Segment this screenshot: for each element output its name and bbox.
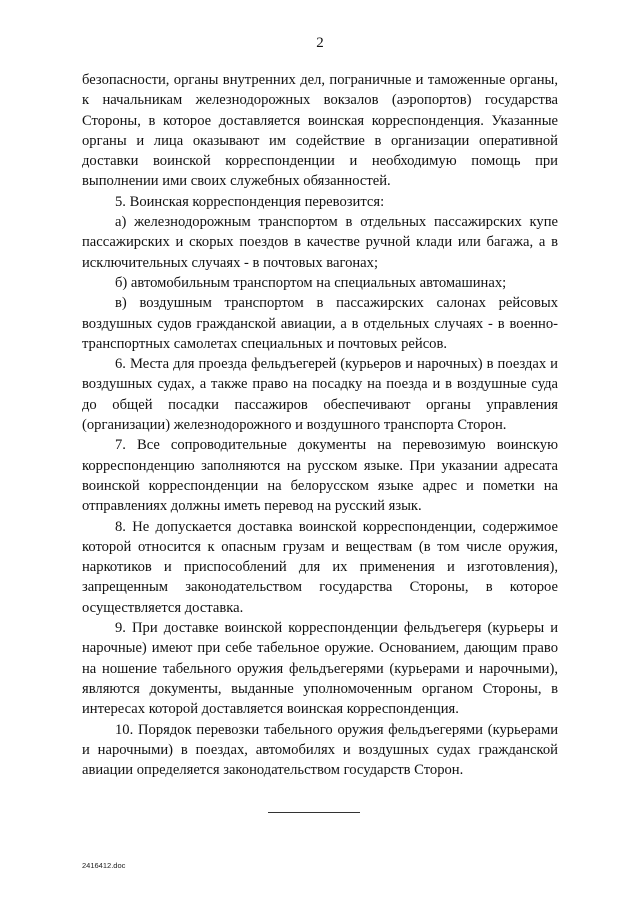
paragraph-5: 5. Воинская корреспонденция перевозится: bbox=[115, 193, 385, 210]
document-body bbox=[82, 70, 558, 780]
paragraph-5b: б) автомобильным транспортом на специальных автомашинах; bbox=[115, 274, 507, 291]
paragraph-9: 9. При доставке воинской корреспонденции фельдъегеря (курьеры и нарочные) имеют при себе табельное оружие. Основанием, дающим право на ношение табельного оружия фельдъегерями (курьерами и нарочными), являются документы, выданные уполномоченным органом Стороны, в интересах которой доставляется воинская корреспонденция. bbox=[82, 620, 558, 718]
paragraph-5a: а) железнодорожным транспортом в отдельных пассажирских купе пассажирских и скорых поездов в качестве ручной клади или багажа, а в исключительных случаях - в почтовых вагонах; bbox=[82, 214, 558, 271]
paragraph-7: 7. Все сопроводительные документы на перевозимую воинскую корреспонденцию заполняются на русском языке. При указании адресата воинской корреспонденции на белорусском языке адрес и пометки на отправлениях должны иметь перевод на русский язык. bbox=[82, 437, 558, 515]
paragraph-6: 6. Места для проезда фельдъегерей (курьеров и нарочных) в поездах и воздушных судах, а также право на посадку на поезда и в воздушные суда до общей посадки пассажиров обеспечивают органы управления (организации) железнодорожного и воздушного транспорта Сторон. bbox=[82, 356, 558, 434]
footer-file-name: 2416412.doc bbox=[82, 861, 126, 870]
paragraph-10: 10. Порядок перевозки табельного оружия фельдъегерями (курьерами и нарочными) в поездах, автомобилях и воздушных судах гражданской авиации определяется законодательством государств Сторон. bbox=[82, 721, 558, 779]
end-separator-line bbox=[268, 812, 360, 813]
paragraph-5c: в) воздушным транспортом в пассажирских салонах рейсовых воздушных судов гражданской авиации, а в отдельных случаях - в военно-транспортных самолетах специальных и почтовых рейсов. bbox=[82, 295, 558, 352]
paragraph-continuation: безопасности, органы внутренних дел, пограничные и таможенные органы, к начальникам железнодорожных вокзалов (аэропортов) государства Стороны, в которое доставляется воинская корреспонденция. Указанные органы и лица оказывают им содействие в организации оперативной доставки воинской корреспонденции и необходимую помощь при выполнении ими своих служебных обязанностей. bbox=[82, 72, 558, 190]
paragraph-8: 8. Не допускается доставка воинской корреспонденции, содержимое которой относится к опасным грузам и веществам (в том числе оружия, наркотиков и приспособлений для их применения и изготовления), запрещенным законодательством государства Стороны, в которое осуществляется доставка. bbox=[82, 518, 558, 616]
page-number: 2 bbox=[316, 35, 324, 51]
